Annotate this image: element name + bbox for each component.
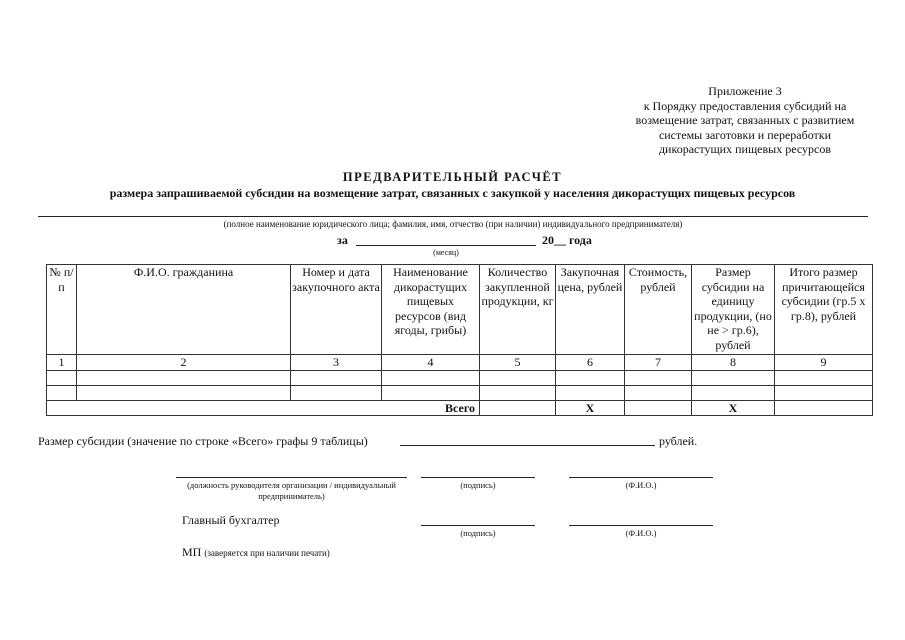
stamp-hint: (заверяется при наличии печати) [204, 548, 330, 558]
total-cell-8: Х [692, 400, 775, 416]
chief-accountant-label: Главный бухгалтер [182, 513, 280, 527]
table-cell[interactable] [692, 385, 775, 400]
column-number-cell: 1 [47, 355, 77, 371]
table-cell[interactable] [480, 370, 556, 385]
appendix-line: дикорастущих пищевых ресурсов [658, 142, 832, 156]
appendix-line: к Порядку предоставления субсидий на [643, 98, 847, 113]
column-number-cell: 9 [775, 355, 873, 371]
accountant-signature-hint: (подпись) [460, 528, 496, 538]
stamp-label: МП [182, 545, 202, 559]
header-cell: Стоимость, рублей [625, 265, 692, 355]
header-cell: Закупочная цена, рублей [556, 265, 625, 355]
subsidy-amount-label: Размер субсидии (значение по строке «Всего» графы 9 таблицы) [38, 434, 368, 448]
header-cell: Номер и дата закупочного акта [291, 265, 382, 355]
table-cell[interactable] [692, 370, 775, 385]
table-row [47, 370, 873, 385]
header-cell: Итого размер причитающейся субсидии (гр.5 х гр.8), рублей [775, 265, 873, 355]
month-hint: (месяц) [433, 248, 459, 257]
table-cell[interactable] [556, 370, 625, 385]
total-cell-9[interactable] [775, 400, 873, 416]
month-field-line[interactable] [356, 245, 536, 246]
column-number-cell: 6 [556, 355, 625, 371]
table-cell[interactable] [480, 385, 556, 400]
position-hint: (должность руководителя организации / индивидуальный предприниматель) [187, 480, 396, 501]
table-cell[interactable] [382, 370, 480, 385]
name-field-line[interactable] [569, 477, 713, 478]
subsidy-amount-field-line[interactable] [400, 445, 655, 446]
total-cell-7[interactable] [625, 400, 692, 416]
column-number-cell: 8 [692, 355, 775, 371]
table-cell[interactable] [625, 370, 692, 385]
total-cell-6: Х [556, 400, 625, 416]
table-cell[interactable] [556, 385, 625, 400]
signature-hint: (подпись) [460, 480, 496, 490]
accountant-signature-field-line[interactable] [421, 525, 535, 526]
table-cell[interactable] [775, 370, 873, 385]
document-title: ПРЕДВАРИТЕЛЬНЫЙ РАСЧЁТ [342, 170, 563, 184]
total-label: Всего [47, 400, 480, 416]
name-hint: (Ф.И.О.) [625, 480, 657, 490]
document-subtitle: размера запрашиваемой субсидии на возмещение затрат, связанных с закупкой у населения дикорастущих пищевых ресурсов [109, 186, 796, 200]
total-cell-5[interactable] [480, 400, 556, 416]
accountant-name-hint: (Ф.И.О.) [625, 528, 657, 538]
column-number-cell: 3 [291, 355, 382, 371]
column-number-cell: 4 [382, 355, 480, 371]
applicant-hint: (полное наименование юридического лица; фамилия, имя, отчество (при наличии) индивидуального предпринимателя) [223, 219, 683, 229]
header-cell: Ф.И.О. гражданина [77, 265, 291, 355]
table-cell[interactable] [77, 385, 291, 400]
period-year: 20__ года [542, 233, 592, 247]
appendix-line: Приложение 3 [708, 84, 782, 98]
column-number-cell: 2 [77, 355, 291, 371]
table-cell[interactable] [382, 385, 480, 400]
period-prefix: за [337, 233, 348, 247]
signature-field-line[interactable] [421, 477, 535, 478]
appendix-block [600, 84, 890, 157]
table-cell[interactable] [291, 370, 382, 385]
accountant-name-field-line[interactable] [569, 525, 713, 526]
stamp-block [182, 545, 330, 560]
header-cell: Количество закупленной продукции, кг [480, 265, 556, 355]
column-number-cell: 7 [625, 355, 692, 371]
header-cell: Размер субсидии на единицу продукции, (но не > гр.6), рублей [692, 265, 775, 355]
table-row [47, 385, 873, 400]
table-cell[interactable] [291, 385, 382, 400]
header-cell: № п/п [47, 265, 77, 355]
table-cell[interactable] [775, 385, 873, 400]
table-cell[interactable] [47, 370, 77, 385]
applicant-name-line[interactable] [38, 216, 868, 217]
subsidy-table [46, 264, 873, 416]
table-cell[interactable] [47, 385, 77, 400]
total-row [47, 400, 873, 416]
appendix-line: системы заготовки и переработки [658, 127, 832, 142]
table-cell[interactable] [77, 370, 291, 385]
table-cell[interactable] [625, 385, 692, 400]
column-number-cell: 5 [480, 355, 556, 371]
subsidy-unit: рублей. [659, 434, 698, 448]
position-field-line[interactable] [176, 477, 407, 478]
column-number-row [47, 355, 873, 371]
header-cell: Наименование дикорастущих пищевых ресурсов (вид ягоды, грибы) [382, 265, 480, 355]
table-header-row [47, 265, 873, 355]
appendix-line: возмещение затрат, связанных с развитием [635, 113, 855, 127]
